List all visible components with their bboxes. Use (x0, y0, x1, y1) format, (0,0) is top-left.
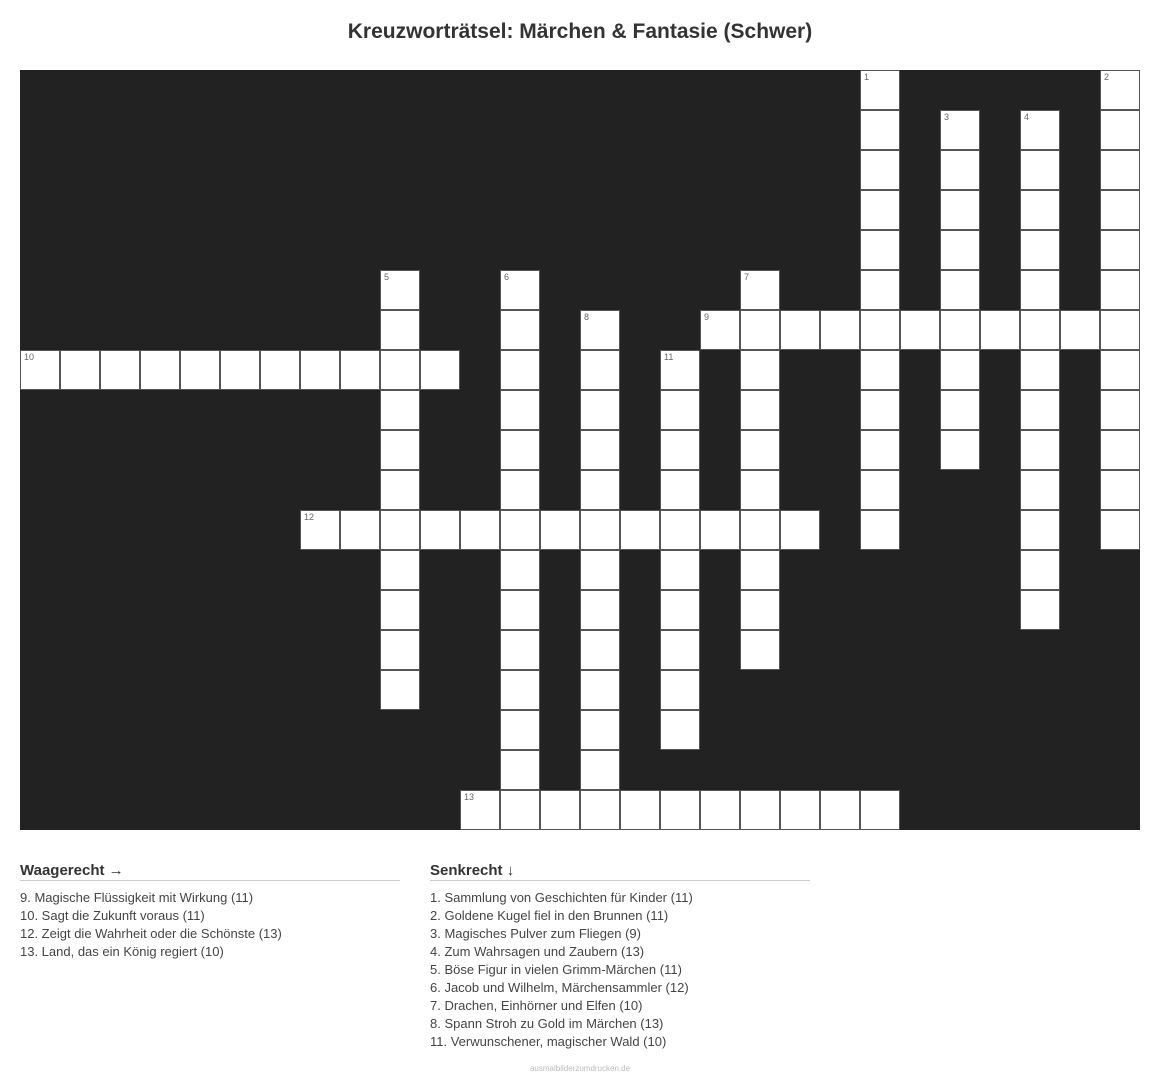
grid-cell[interactable] (740, 390, 780, 430)
grid-cell[interactable] (580, 710, 620, 750)
clue-item: 5. Böse Figur in vielen Grimm-Märchen (11) (430, 962, 682, 977)
grid-cell[interactable] (1100, 270, 1140, 310)
crossword-grid (20, 70, 1140, 830)
grid-cell[interactable] (500, 270, 540, 310)
grid-cell[interactable] (1020, 550, 1060, 590)
grid-cell[interactable] (380, 350, 420, 390)
grid-cell[interactable] (940, 110, 980, 150)
grid-cell[interactable] (660, 630, 700, 670)
grid-cell[interactable] (660, 710, 700, 750)
grid-cell[interactable] (980, 310, 1020, 350)
grid-cell[interactable] (380, 510, 420, 550)
grid-cell[interactable] (540, 510, 580, 550)
grid-cell[interactable] (60, 350, 100, 390)
grid-cell[interactable] (660, 510, 700, 550)
clue-number: 8 (584, 312, 590, 322)
grid-cell[interactable] (300, 350, 340, 390)
grid-cell[interactable] (580, 310, 620, 350)
grid-cell[interactable] (660, 670, 700, 710)
grid-cell[interactable] (860, 350, 900, 390)
clue-item: 8. Spann Stroh zu Gold im Märchen (13) (430, 1016, 664, 1031)
grid-cell[interactable] (1020, 110, 1060, 150)
grid-cell[interactable] (1020, 310, 1060, 350)
grid-cell[interactable] (1100, 190, 1140, 230)
clue-item: 12. Zeigt die Wahrheit oder die Schönste (13) (20, 926, 282, 941)
grid-cell[interactable] (380, 670, 420, 710)
grid-cell[interactable] (740, 310, 780, 350)
grid-cell[interactable] (780, 790, 820, 830)
grid-cell[interactable] (380, 590, 420, 630)
grid-cell[interactable] (700, 510, 740, 550)
grid-cell[interactable] (1100, 150, 1140, 190)
grid-cell[interactable] (940, 150, 980, 190)
grid-cell[interactable] (500, 550, 540, 590)
grid-cell[interactable] (860, 70, 900, 110)
grid-cell[interactable] (1020, 590, 1060, 630)
grid-cell[interactable] (500, 710, 540, 750)
grid-cell[interactable] (1060, 310, 1100, 350)
grid-cell[interactable] (860, 230, 900, 270)
grid-cell[interactable] (860, 190, 900, 230)
grid-cell[interactable] (180, 350, 220, 390)
clue-number: 3 (944, 112, 950, 122)
grid-cell[interactable] (380, 630, 420, 670)
grid-cell[interactable] (860, 430, 900, 470)
grid-cell[interactable] (580, 630, 620, 670)
grid-cell[interactable] (860, 470, 900, 510)
down-heading: Senkrecht ↓ (430, 862, 810, 881)
grid-cell[interactable] (20, 350, 60, 390)
clue-number: 11 (664, 352, 674, 362)
grid-cell[interactable] (940, 190, 980, 230)
clue-number: 6 (504, 272, 510, 282)
grid-cell[interactable] (860, 150, 900, 190)
grid-cell[interactable] (340, 350, 380, 390)
clue-number: 1 (864, 72, 870, 82)
grid-cell[interactable] (300, 510, 340, 550)
grid-cell[interactable] (1020, 190, 1060, 230)
grid-cell[interactable] (660, 470, 700, 510)
grid-cell[interactable] (580, 390, 620, 430)
clue-item: 4. Zum Wahrsagen und Zaubern (13) (430, 944, 645, 959)
grid-cell[interactable] (860, 110, 900, 150)
grid-cell[interactable] (940, 270, 980, 310)
grid-cell[interactable] (820, 790, 860, 830)
grid-cell[interactable] (740, 590, 780, 630)
grid-cell[interactable] (1100, 510, 1140, 550)
grid-cell[interactable] (1020, 390, 1060, 430)
clue-item: 7. Drachen, Einhörner und Elfen (10) (430, 998, 643, 1013)
grid-cell[interactable] (540, 790, 580, 830)
grid-cell[interactable] (660, 790, 700, 830)
grid-cell[interactable] (740, 350, 780, 390)
down-clues (430, 862, 810, 1051)
grid-cell[interactable] (380, 550, 420, 590)
clue-number: 7 (744, 272, 750, 282)
grid-cell[interactable] (940, 230, 980, 270)
across-clue-list (20, 889, 400, 961)
footer-credit: ausmalbilderzumdrucken.de (529, 1064, 631, 1073)
grid-cell[interactable] (1100, 470, 1140, 510)
grid-cell[interactable] (740, 550, 780, 590)
clue-item: 3. Magisches Pulver zum Fliegen (9) (430, 926, 641, 941)
clue-number: 5 (384, 272, 390, 282)
grid-cell[interactable] (380, 390, 420, 430)
grid-cell[interactable] (1020, 510, 1060, 550)
grid-cell[interactable] (220, 350, 260, 390)
clue-number: 2 (1104, 72, 1110, 82)
grid-cell[interactable] (580, 470, 620, 510)
grid-cell[interactable] (620, 790, 660, 830)
grid-cell[interactable] (740, 270, 780, 310)
clue-number: 9 (704, 312, 710, 322)
grid-cell[interactable] (740, 630, 780, 670)
grid-cell[interactable] (1020, 270, 1060, 310)
grid-cell[interactable] (580, 750, 620, 790)
clue-item: 13. Land, das ein König regiert (10) (20, 944, 224, 959)
grid-cell[interactable] (460, 790, 500, 830)
grid-cell[interactable] (380, 430, 420, 470)
grid-cell[interactable] (1100, 310, 1140, 350)
grid-cell[interactable] (1020, 470, 1060, 510)
grid-cell[interactable] (700, 790, 740, 830)
grid-cell[interactable] (660, 350, 700, 390)
grid-cell[interactable] (1100, 70, 1140, 110)
grid-cell[interactable] (500, 790, 540, 830)
grid-cell[interactable] (660, 390, 700, 430)
grid-cell[interactable] (860, 510, 900, 550)
clue-item: 9. Magische Flüssigkeit mit Wirkung (11) (20, 890, 254, 905)
grid-cell[interactable] (1020, 350, 1060, 390)
clue-number: 12 (304, 512, 315, 522)
grid-cell[interactable] (380, 270, 420, 310)
grid-cell[interactable] (660, 550, 700, 590)
grid-cell[interactable] (1100, 110, 1140, 150)
grid-cell[interactable] (580, 790, 620, 830)
clue-number: 4 (1024, 112, 1030, 122)
grid-cell[interactable] (940, 390, 980, 430)
clue-number: 10 (24, 352, 35, 362)
grid-cell[interactable] (500, 470, 540, 510)
grid-cell[interactable] (940, 310, 980, 350)
clue-item: 1. Sammlung von Geschichten für Kinder (11) (430, 890, 693, 905)
grid-cell[interactable] (1100, 230, 1140, 270)
grid-cell[interactable] (580, 510, 620, 550)
grid-cell[interactable] (140, 350, 180, 390)
clue-item: 10. Sagt die Zukunft voraus (11) (20, 908, 205, 923)
grid-cell[interactable] (900, 310, 940, 350)
grid-cell[interactable] (380, 310, 420, 350)
across-clues (20, 862, 400, 961)
grid-cell[interactable] (740, 470, 780, 510)
grid-cell[interactable] (620, 510, 660, 550)
grid-cell[interactable] (660, 590, 700, 630)
grid-cell[interactable] (1100, 390, 1140, 430)
grid-cell[interactable] (660, 430, 700, 470)
across-heading: Waagerecht → (20, 862, 400, 881)
clue-item: 6. Jacob und Wilhelm, Märchensammler (12) (430, 980, 689, 995)
grid-cell[interactable] (100, 350, 140, 390)
clue-number: 13 (464, 792, 475, 802)
page-title: Kreuzworträtsel: Märchen & Fantasie (Schwer) (347, 20, 813, 43)
grid-cell[interactable] (500, 670, 540, 710)
grid-cell[interactable] (700, 310, 740, 350)
grid-cell[interactable] (460, 510, 500, 550)
grid-cell[interactable] (1100, 350, 1140, 390)
grid-cell[interactable] (260, 350, 300, 390)
grid-cell[interactable] (580, 430, 620, 470)
grid-cell[interactable] (940, 430, 980, 470)
grid-cell[interactable] (500, 390, 540, 430)
grid-cell[interactable] (860, 390, 900, 430)
clue-item: 2. Goldene Kugel fiel in den Brunnen (11) (430, 908, 669, 923)
grid-cell[interactable] (820, 310, 860, 350)
grid-cell[interactable] (860, 270, 900, 310)
grid-cell[interactable] (500, 750, 540, 790)
grid-cell[interactable] (940, 350, 980, 390)
grid-cell[interactable] (580, 550, 620, 590)
grid-cell[interactable] (500, 430, 540, 470)
grid-cell[interactable] (380, 470, 420, 510)
grid-cell[interactable] (860, 310, 900, 350)
grid-cell[interactable] (1100, 430, 1140, 470)
grid-cell[interactable] (500, 630, 540, 670)
grid-cell[interactable] (340, 510, 380, 550)
grid-cell[interactable] (740, 510, 780, 550)
grid-cell[interactable] (420, 510, 460, 550)
grid-cell[interactable] (1020, 150, 1060, 190)
grid-cell[interactable] (580, 350, 620, 390)
grid-cell[interactable] (740, 790, 780, 830)
grid-cell[interactable] (1020, 230, 1060, 270)
grid-cell[interactable] (500, 590, 540, 630)
grid-cell[interactable] (500, 350, 540, 390)
down-clue-list (430, 889, 810, 1051)
grid-cell[interactable] (580, 590, 620, 630)
grid-cell[interactable] (780, 510, 820, 550)
grid-cell[interactable] (860, 790, 900, 830)
grid-cell[interactable] (1020, 430, 1060, 470)
grid-cell[interactable] (420, 350, 460, 390)
grid-cell[interactable] (500, 510, 540, 550)
clue-item: 11. Verwunschener, magischer Wald (10) (430, 1034, 667, 1049)
grid-cell[interactable] (740, 430, 780, 470)
grid-cell[interactable] (500, 310, 540, 350)
grid-cell[interactable] (780, 310, 820, 350)
grid-cell[interactable] (580, 670, 620, 710)
